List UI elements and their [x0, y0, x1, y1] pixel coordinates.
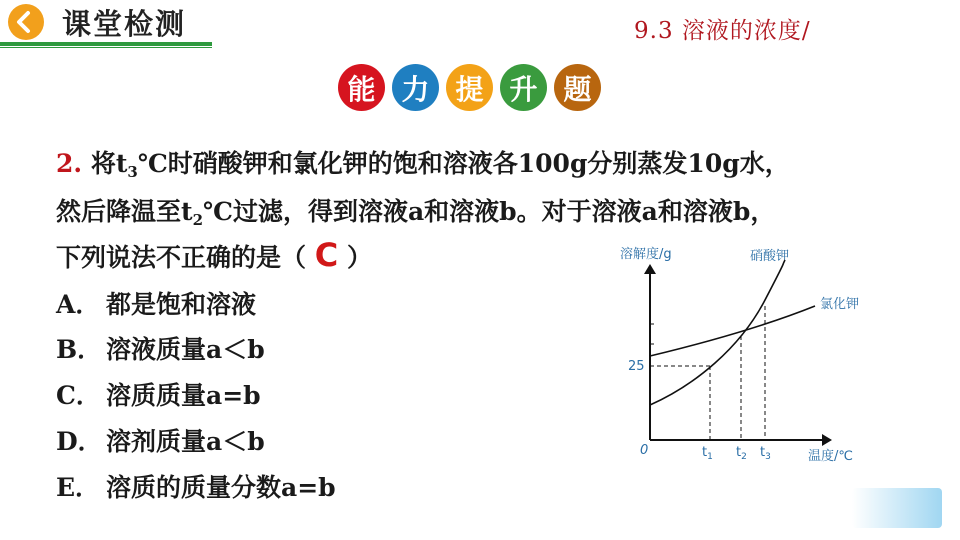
option-e[interactable]: E． 溶质的质量分数a=b: [56, 473, 336, 502]
badge-2: 力: [392, 64, 439, 111]
level-badges: [338, 64, 601, 111]
badge-3: 提: [446, 64, 493, 111]
question-line-1: 2. 将$t_3℃$时硝酸钾和氯化钾的饱和溶液各100g分别蒸发10g水，: [56, 149, 790, 181]
header-underline-thin: [0, 47, 212, 48]
badge-5: 题: [554, 64, 601, 111]
question-number: 2.: [56, 149, 83, 178]
y-axis-label: 溶解度/g: [620, 247, 672, 262]
header-underline: [0, 42, 212, 46]
series-kcl-curve: [650, 306, 815, 356]
solubility-chart: [600, 240, 880, 470]
x-tick-t2: $t_2$: [736, 445, 747, 462]
series-label-kcl: 氯化钾: [820, 297, 860, 312]
header-title: 课堂检测: [62, 7, 187, 41]
x-axis-arrow: [822, 434, 832, 446]
x-tick-t3: $t_3$: [760, 445, 771, 462]
answer-letter: C: [314, 236, 339, 274]
option-d[interactable]: D． 溶剂质量a＜b: [56, 427, 265, 456]
option-b[interactable]: B． 溶液质量a＜b: [56, 335, 265, 364]
badge-4: 升: [500, 64, 547, 111]
origin-label: 0: [640, 443, 649, 458]
question-line-3: 下列说法不正确的是（ C ）: [56, 236, 372, 274]
x-axis-label: 温度/℃: [808, 449, 853, 464]
section-label: 9.3 溶液的浓度/: [634, 18, 811, 44]
back-arrow-icon[interactable]: [8, 4, 44, 40]
option-a[interactable]: A． 都是饱和溶液: [56, 290, 257, 319]
decorative-glow: [852, 488, 942, 528]
option-c[interactable]: C． 溶质质量a=b: [56, 381, 261, 410]
question-line-2: 然后降温至$t_2℃$过滤，得到溶液a和溶液b。对于溶液a和溶液b，: [56, 197, 776, 229]
y-tick-25: 25: [628, 359, 645, 374]
series-label-kno3: 硝酸钾: [750, 249, 790, 264]
y-axis-arrow: [644, 264, 656, 274]
badge-1: 能: [338, 64, 385, 111]
x-tick-t1: $t_1$: [702, 445, 713, 462]
